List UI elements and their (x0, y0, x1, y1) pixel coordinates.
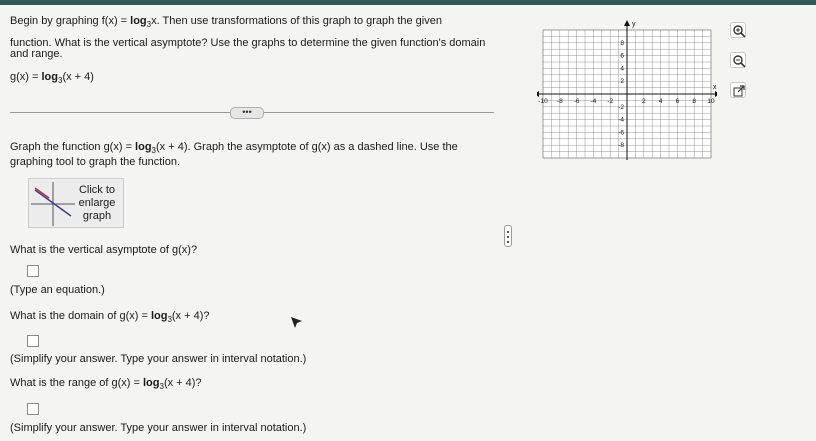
x-tick-label: -4 (590, 98, 597, 105)
intro-line-2: function. What is the vertical asymptote? Use the graphs to determine the given function's domain (10, 37, 486, 49)
domain-answer-box[interactable] (27, 335, 39, 347)
q3-hint: (Simplify your answer. Type your answer in interval notation.) (10, 422, 307, 434)
external-link-icon (732, 84, 746, 98)
q2-log: log (150, 310, 168, 322)
x-axis-arrow (715, 91, 717, 97)
q2-text (10, 309, 210, 324)
open-graph-button[interactable] (730, 82, 746, 98)
y-tick-label: 4 (620, 65, 624, 73)
cursor-icon (290, 316, 304, 330)
x-tick-label: 6 (675, 98, 680, 105)
y-tick-label: -2 (618, 103, 624, 111)
asymptote-answer-box[interactable] (27, 265, 39, 277)
q1-text-a: What is the vertical asymptote of (10, 244, 173, 256)
gx-label: g(x) = (10, 71, 42, 83)
intro-text: Begin by graphing (10, 15, 102, 27)
log-base: 3 (146, 20, 152, 29)
y-tick-label: 2 (620, 78, 624, 86)
panel-resize-handle[interactable] (504, 225, 512, 247)
x-tick-label: -10 (538, 98, 548, 105)
coordinate-graph[interactable] (537, 18, 717, 163)
instr-text-2: Graph the asymptote of (190, 141, 312, 153)
enlarge-label-3: graph (82, 210, 112, 222)
gx-base: 3 (57, 76, 63, 85)
q3-gx: g(x) = (111, 377, 143, 389)
y-tick-label: -8 (618, 142, 624, 150)
q2-text-a: What is the domain of (10, 310, 120, 322)
q3-arg: (x + 4)? (163, 377, 202, 389)
q2-arg: (x + 4)? (171, 310, 210, 322)
q3-log: log (142, 377, 160, 389)
q1-text-b: ? (190, 244, 198, 256)
zoom-out-icon (732, 54, 746, 68)
instr-gx: g(x) = (103, 141, 136, 153)
x-tick-label: 2 (641, 98, 646, 105)
y-tick-label: 8 (620, 39, 624, 47)
q3-text-a: What is the range of (10, 377, 112, 389)
x-tick-label: -2 (607, 98, 614, 105)
gx-log: log (41, 71, 58, 83)
q2-gx: g(x) = (119, 310, 151, 322)
fx-label: f(x) = (101, 15, 131, 27)
q2-hint: (Simplify your answer. Type your answer in interval notation.) (10, 353, 307, 365)
y-tick-label: 6 (620, 52, 624, 60)
enlarge-label-2: enlarge (78, 197, 116, 209)
intro-line-1 (10, 14, 442, 29)
x-axis-arrow-left (537, 91, 539, 97)
x-tick-label: 8 (692, 98, 697, 105)
y-axis-arrow (624, 20, 630, 26)
q1-gx: g(x) (172, 244, 191, 256)
q1-hint: (Type an equation.) (10, 284, 105, 296)
instr-arg: (x + 4). (156, 141, 191, 153)
intro-text-2: x. Then use transformations of this graph to graph the given (151, 15, 442, 27)
instr-base: 3 (151, 146, 156, 155)
x-tick-label: -8 (556, 98, 563, 105)
q3-base: 3 (159, 382, 164, 391)
gx-arg: (x + 4) (62, 71, 94, 83)
q1-text (10, 243, 197, 257)
x-tick-label: -6 (573, 98, 580, 105)
x-tick-label: 4 (658, 98, 663, 105)
x-tick-label: 10 (707, 98, 715, 105)
range-answer-box[interactable] (27, 403, 39, 415)
instr-text-3: as a dashed line. Use the (330, 141, 458, 153)
gx-definition (10, 70, 94, 85)
intro-line-3: and range. (10, 48, 63, 60)
q2-base: 3 (167, 315, 172, 324)
zoom-out-button[interactable] (730, 52, 746, 68)
instr-text: Graph the function (10, 141, 104, 153)
expand-ellipsis-button[interactable]: ••• (230, 107, 264, 119)
graph-thumbnail-icon (31, 182, 75, 226)
enlarge-label-1: Click to (78, 184, 116, 196)
zoom-in-icon (732, 24, 746, 38)
q3-text (10, 376, 202, 391)
instr-log: log (135, 141, 152, 153)
y-tick-label: -6 (618, 129, 624, 137)
log-text: log (130, 15, 147, 27)
instructions-line-2: graphing tool to graph the function. (10, 156, 181, 168)
instr-gx2: g(x) (311, 141, 331, 153)
x-axis-label: x (713, 84, 717, 91)
enlarge-graph-button[interactable] (28, 178, 124, 228)
y-axis-label: y (632, 21, 636, 28)
instructions-line-1 (10, 140, 458, 155)
zoom-in-button[interactable] (730, 22, 746, 38)
y-tick-label: -4 (618, 116, 624, 124)
